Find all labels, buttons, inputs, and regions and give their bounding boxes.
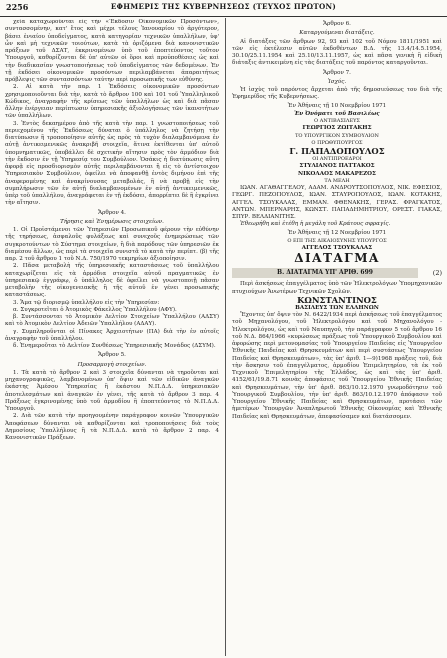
regent-title: Ο ΑΝΤΙΒΑΣΙΛΕΥΣ <box>314 118 360 124</box>
pm-name: Γ. ΠΑΠΑΔΟΠΟΥΛΟΣ <box>289 146 385 156</box>
article-heading: Ἄρθρον 7. <box>323 69 351 76</box>
paragraph: 2. Πᾶσα μεταβολὴ τῆς ὑπηρεσιακῆς καταστάσεως τοῦ ὑπαλλήλου καταχωρίζεται εἰς τὰ ἀρμόδια στοιχεῖα αὐτοῦ πραγματικῶς ἐν ὑπηρεσιακῷ ἐγγράφῳ, ὁ ὑπάλληλος δὲ ὀφείλει νὰ γνωστοποιῇ πᾶσαν μεταβολὴν τῆς οἰκογενειακῆς ἢ τῆς αὐτοῦ ἐν γένει προσωπικῆς καταστάσεως. <box>5 263 219 299</box>
paragraph: Ἔχοντες ὑπ' ὄψιν τὸν Ν. 6422/1934 περὶ ἀσκήσεως τοῦ ἐπαγγέλματος τοῦ Μηχανολόγου, τοῦ Ἠλεκτρολόγου καὶ τοῦ Μηχανολόγου - Ἠλεκτρολόγου, ὡς καὶ τοῦ Ναυπηγοῦ, τὴν παράγραφον 5 τοῦ ἄρθρου 16 τοῦ Ν.Δ. 864/1966 «κυρώσεως πράξεως τοῦ Ὑπουργικοῦ Συμβουλίου καὶ ἀφορώσης περὶ μετονομασίας τοῦ Ὑπουργείου Παιδείας εἰς Ὑπουργεῖον Ἐθνικῆς Παιδείας καὶ Θρησκευμάτων καὶ περὶ συστάσεως Ὑπουργείου Παιδείας καὶ Θρησκευμάτων», τὰς ὑπ' ἀριθ. 1—9)1968 πράξεις τοῦ, διὰ τὴν ἄσκησιν τοῦ ἐπαγγέλματος, ἁρμοδίου Ἐπιμελητηρίου, τὰ ἐκ τοῦ Τεχνικοῦ Ἐπιμελητηρίου τῆς Ἑλλάδος, ὡς καὶ τὰς ὑπ' ἀριθ. 4152/61/19.8.71 κοινὰς ἀποφάσεις τοῦ Ὑπουργείου Ἐθνικῆς Παιδείας καὶ Θρησκευμάτων, τὴν ὑπ' ἀριθ. 863/10.12.1970 γνωμοδότησιν τοῦ Ὑπουργικοῦ Συμβουλίου, τὴν ὑπ' ἀριθ. 863/10.12.1970 ἀπόφασιν τοῦ Ὑπουργείου Ἐθνικῆς Παιδείας καὶ Θρησκευμάτων, προτάσει τῶν ἡμετέρων Ὑπουργῶν Ἀναπληρωτοῦ Ἐθνικῆς Οἰκονομίας καὶ Ἐθνικῆς Παιδείας καὶ Θρησκευμάτων, ἀπεφασίσαμεν καὶ διατάσσομεν. <box>232 312 442 420</box>
paragraph: 3. Ἐντὸς δεκαημέρου ἀπὸ τῆς κατὰ τὴν παρ. 1 γνωστοποιήσεως τοῦ περιεχομένου τῆς Ἐκδόσεως δύναται ὁ ὑπάλληλος νὰ ζητήσῃ τὴν διατύπωσιν ἢ τροποποίησιν αὐτῆς ὡς πρὸς τὰ τυχὸν διαλαμβανόμενα ἐν αὐτῇ ἀντικειμενικῶς ἀνακριβῆ στοιχεῖα, ἅτινα ἐκτίθενται ὑπ' αὐτοῦ ὑπομνηματικῶς, ὑποβάλλει δὲ σχετικὴν αἴτησιν πρὸς τὸν ἀρμόδιον διὰ τὴν ἔκδοσιν ἐν τῇ Ὑπηρεσίᾳ του Συμβούλιον. Ὁσάκις ἡ διατύπωσις αὕτη ἀφορᾷ εἰς προσδιορισμὸν αὐτῆς περιλαμβάνονται ἢ εἰς τὸ ἀντίστοιχον Ὑπηρεσιακὸν Συμβούλιον, ὀφείλει νὰ ἀποφανθῇ ἐντὸς διμήνου ἐπὶ τῆς ἀναφερομένης καὶ ἀνακρίνουσας μεταβολάς, ἢ νὰ προβῇ εἰς τὴν συμπλήρωσιν τῶν ἐν αὐτῇ διαλαμβανομένων ἐν αὐτῇ ἀντικειμενικῶς, ὑπὲρ τοῦ ὑπαλλήλου, ἀναγράφεται ἐν τῇ ἐκδόσει, ἀπορρίπτει δὲ ἢ ἐγκρίνει τὴν αἴτησιν. <box>5 120 219 207</box>
article-heading: Ἄρθρον 4. <box>98 209 126 216</box>
vice-presidents-names: ΣΤΥΛΙΑΝΟΣ ΠΑΤΤΑΚΟΣ ΝΙΚΟΛΑΟΣ ΜΑΚΑΡΕΖΟΣ <box>297 163 377 177</box>
article-heading: Ἄρθρον 5. <box>98 352 126 359</box>
article-heading: Ἄρθρον 6. <box>323 21 351 27</box>
decree-subject: Περὶ ἀσκήσεως ἐπαγγέλματος ὑπὸ τῶν Ἠλεκτρολόγων Ὑπομηχανικῶν πτυχιούχων Ἀνωτέρων Τεχνικῶν Σχολῶν. <box>232 281 442 295</box>
paragraph: 1. Οἱ Προϊστάμενοι τῶν Ὑπηρεσιῶν Προσωπικοῦ φέρουν τὴν εὐθύνην τῆς τηρήσεως, ἀσφαλοῦς φυλάξεως καὶ συνεχοῦς ἐνημερώσεως τῶν συγκροτούντων τὸ Σύστημα στοιχείων, ἢ διὰ παρόδους τῶν ὑπηρεσιῶν ἐκ διαμέσου ἄλλων, ὡς περὶ τὰ στοιχεῖα συνιστᾶ τὸ κατὰ τὴν περίπτ. (β) τῆς παρ. 2 τοῦ ἄρθρου 1 τοῦ Ν.Δ. 750/1970 τεκμηρίων ἀξιοποίησιν. <box>5 227 219 262</box>
members-title: ΤΑ ΜΕΛΗ <box>324 177 350 184</box>
decree-number-box: Β. ΔΙΑΤΑΓΜΑ ΥΠ' ΑΡΙΘ. 699 <box>232 268 418 278</box>
paragraph: 2. Αἱ κατὰ τὴν παρ. 1 Ἐκδόσεις οἰκονομικῶν προσόντων χρησιμοποιοῦνται διὰ τὴν, κατὰ τὸ ἄρθρον 100 καὶ 101 τοῦ Ὑπαλληλικοῦ Κώδικος, ἀναγραφὴν τῆς κρίσεως τῶν ὑπαλλήλων ὡς καὶ διὰ πᾶσαν ἄλλην ἐνέργειαν περίπτωσιν ὑπηρεσιακῆς ἀξιολογήσεως τῶν ἱκανοτήτων τῶν ὑπαλλήλων. <box>5 84 219 120</box>
justice-minister-title: Ο ΕΠΙ ΤΗΣ ΔΙΚΑΙΟΣΥΝΗΣ ΥΠΟΥΡΓΟΣ <box>287 237 387 244</box>
list-item: β. Συντάσσονται τὸ Ἀτομικὸν Δελτίον Στοιχείων Ὑπαλλήλου (ΑΔΣΥ) καὶ τὸ Ἀτομικὸν Δελτίον Ἀδειῶν Ὑπαλλήλου (ΑΔΑΥ). <box>5 314 219 328</box>
paragraph: 2. Διὰ τῶν κατὰ τὴν προηγουμένην παράγραφον κοινῶν Ὑπουργικῶν Ἀποφάσεων δύνανται νὰ καθορίζονται καὶ τροποποιήσεις διὰ τοὺς Δημοσίους Ὑπαλλήλους ἢ τὰ Ν.Π.Δ.Δ. κατὰ τὸ ἄρθρον 2 παρ. 4 Κανονιστικῶν Πράξεων. <box>5 413 219 441</box>
decree-reference: (2) <box>432 269 442 278</box>
members-list: ΙΩΑΝ. ΑΓΑΘΑΓΓΕΛΟΥ, ΑΔΑΜ. ΑΝΔΡΟΥΤΣΟΠΟΥΛΟΣ, ΝΙΚ. ΕΦΕΣΙΟΣ, ΓΕΩΡΓ. ΠΕΖΟΠΟΥΛΟΣ, ΙΩΑΝ. ΣΤΑΥΡΟΠΟΥΛΟΣ, ΙΩΑΝ. ΚΟΤΑΚΗΣ, ΑΓΓΕΛ. ΤΣΟΥΚΑΛΑΣ, ΕΜΜΑΝ. ΦΘΕΝΑΚΗΣ, ΓΕΡΑΣ. ΦΡΑΓΚΑΤΟΣ, ΑΝΤΩΝ. ΜΠΕΡΝΑΡΗΣ, ΚΩΝΣΤ. ΠΑΠΑΔΗΜΗΤΡΙΟΥ, ΟΡΕΣΤ. ΓΙΑΚΑΣ, ΣΠΥΡ. ΒΕΛΔΙΑΝΙΤΗΣ. <box>232 185 442 220</box>
decree-number-row <box>232 268 442 278</box>
decree-heading: ΔΙΑΤΑΓΜΑ <box>294 251 380 266</box>
journal-title: ΕΦΗΜΕΡΙΣ ΤΗΣ ΚΥΒΕΡΝΗΣΕΩΣ (ΤΕΥΧΟΣ ΠΡΩΤΟΝ) <box>110 2 337 11</box>
page-header <box>0 0 447 17</box>
article-subtitle: Ἰσχύς. <box>327 78 347 85</box>
king-name: ΚΩΝΣΤΑΝΤΙΝΟΣ <box>297 294 377 305</box>
vice-presidents-title: ΟΙ ΑΝΤΙΠΡΟΕΔΡΟΙ <box>312 156 362 162</box>
paragraph: 3. Ἅμα τῷ διορισμῷ ὑπαλλήλου εἰς τὴν Ὑπηρεσίαν: <box>13 299 160 306</box>
paragraph: Αἱ διατάξεις τῶν ἄρθρων 92, 93 καὶ 102 τοῦ Νόμου 1811/1951 καὶ τῶν εἰς ἐκτέλεσιν αὐτῶν ἐκδοθέντων Β.Δ. τῆς 13.4/14.5.1954, 30.10/25.11.1954 καὶ 25.10/13.11.1957, ὡς καὶ πᾶσα γενικὴ ἢ εἰδικὴ διάταξις ἀντικειμένη εἰς τὰς διατάξεις τοῦ παρόντος καταργοῦνται. <box>232 38 442 67</box>
list-item: γ. Συμπληροῦνται οἱ Πίνακες Ἀρχειοτήτων (ΠΑ) διὰ τὴν ἐν αὐτοῖς ἀναγραφὴν τοῦ ὑπαλλήλου. <box>5 328 219 342</box>
article-subtitle: Τήρησις καὶ Ἐνημέρωσις στοιχείων. <box>60 218 164 225</box>
seal-date: Ἐν Ἀθήναις τῇ 12 Νοεμβρίου 1971 <box>287 229 387 236</box>
seal-note: Ἐθεωρήθη καὶ ἐτέθη ἡ μεγάλη τοῦ Κράτους σφραγίς. <box>240 221 391 228</box>
list-item: δ. Ἐνημεροῦται τὸ Δελτίον Συνθέσεως Ὑπηρεσιακῆς Μονάδος (ΔΣΥΜ). <box>13 343 216 349</box>
left-column <box>5 19 219 657</box>
signing-date: Ἐν Ἀθήναις τῇ 10 Νοεμβρίου 1971 <box>287 102 387 109</box>
article-subtitle: Καταργούμεναι διατάξεις. <box>299 30 375 37</box>
pm-title: Ο ΠΡΩΘΥΠΟΥΡΓΟΣ <box>311 139 363 146</box>
article-subtitle: Προσαρμογὴ στοιχείων. <box>77 361 147 368</box>
regent-line: Ἐν Ὀνόματι τοῦ Βασιλέως <box>294 110 380 117</box>
paragraph: 1. Τὰ κατὰ τὸ ἄρθρον 2 καὶ 3 στοιχεῖα δύνανται νὰ τηροῦνται καὶ μηχανογραφικῶς, λαμβανομένων ὑπ' ὄψιν καὶ τῶν εἰδικῶν ἀναγκῶν ἑκάστης Ἀμέσου Ὑπηρεσίας ἢ ἑκάστου Ν.Π.Δ.Δ. ὑπηρεσιακῶν ἀποτελεσμάτων καὶ ἀναγκῶν ἐν γένει, τῆς κατὰ τὸ ἄρθρον 3 παρ. 4 Πράξεως ἐγκρινομένης ὑπὸ τοῦ ἁρμοδίου ἢ ἐποπτεύοντος τὸ Ν.Π.Δ.Δ. Ὑπουργοῦ. <box>5 369 219 412</box>
page-number: 2256 <box>6 2 29 12</box>
list-item: α. Συγκροτεῖται ὁ Ἀτομικὸς Φάκελλος Ὑπαλλήλου (ΑΦΥ). <box>13 306 177 313</box>
regent-name: ΓΕΩΡΓΙΟΣ ΖΩΙΤΑΚΗΣ <box>302 125 372 132</box>
right-column <box>232 19 442 657</box>
paragraph: Ἡ ἰσχὺς τοῦ παρόντος ἄρχεται ἀπὸ τῆς δημοσιεύσεως του διὰ τῆς Ἐφημερίδος τῆς Κυβερνήσεως. <box>232 87 442 101</box>
justice-minister-name: ΑΓΓΕΛΟΣ ΤΣΟΥΚΑΛΑΣ <box>301 245 373 251</box>
column-divider <box>225 18 226 656</box>
king-title: ΒΑΣΙΛΕΥΣ ΤΩΝ ΕΛΛΗΝΩΝ <box>295 304 379 311</box>
paragraph: χεία καταχωρούνται εἰς τὴν «Ἔκδοσιν Οἰκονομικῶν Προσόντων», συντασσομένην, κατ' ἔτος καὶ μέχρι τέλους Ἰανουαρίου τὸ ἀργότερον, βάσει ἐνιαίου ὑποδείγματος, κατὰ κατηγορίαν τεχνικῶν ὑπαλλήλων, ὑφ' ὧν καὶ μὴ τεχνικῶν τοιούτων, κατὰ τὰ ὁριζόμενα διὰ κανονιστικῶν πράξεων τοῦ ΔΣΑΤ, ἐκκρινομένων ὑπὸ τοῦ ἐποπτεύοντος τοῦτον Ὑπουργοῦ, καθορίζονται δὲ ὑπ' αὐτῶν οἱ ὅροι καὶ προϋποθέσεις ὡς καὶ τὴν διαδικασίαν γνωστοποιήσεως τοῦ ὑποδείγματος τῶν δεδομένων. Ἐν τῇ ἐκδόσει οἰκονομικῶν προσόντων περιλαμβάνεται ἀπαραιτήτως πρόβλεψις τῶν συντασσόντων ταύτην περὶ προσωπικῆς των εὐθύνης. <box>5 19 219 83</box>
cabinet-title: ΤΟ ΥΠΟΥΡΓΙΚΟΝ ΣΥΜΒΟΥΛΙΟΝ <box>295 132 379 139</box>
